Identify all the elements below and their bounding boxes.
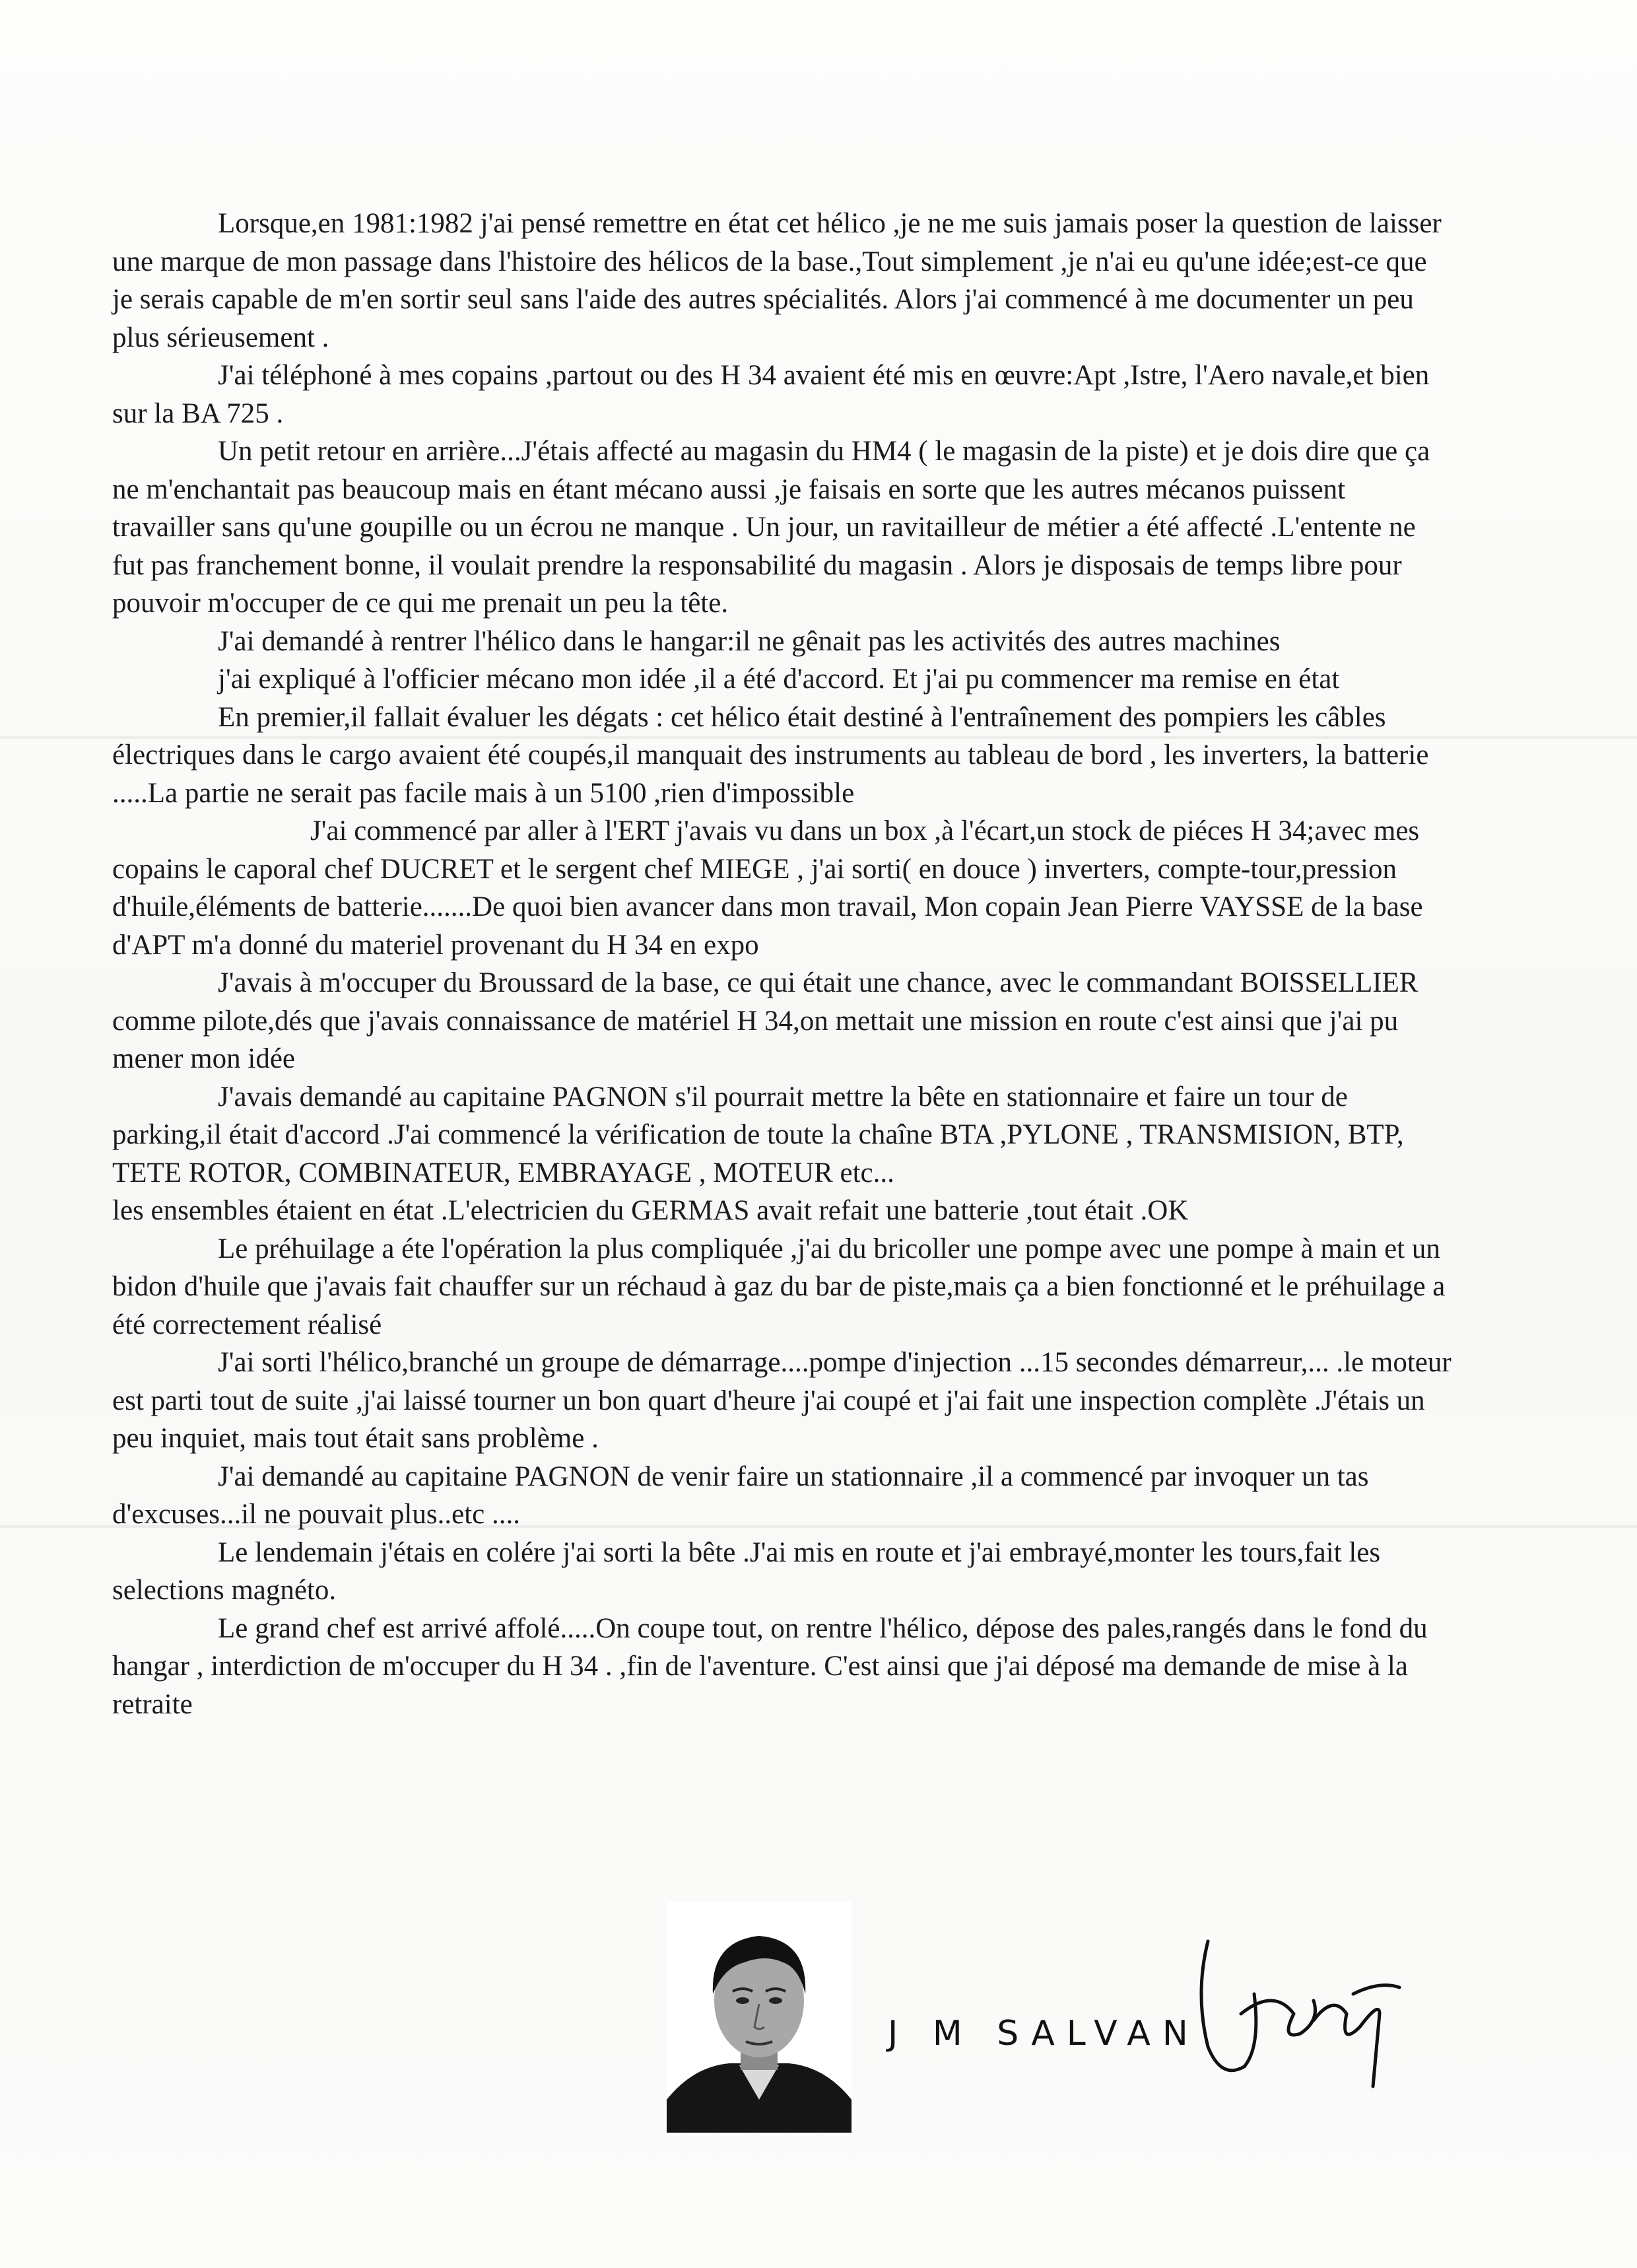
handwritten-signature bbox=[1182, 1915, 1419, 2113]
paragraph: les ensembles étaient en état .L'electricien du GERMAS avait refait une batterie ,tout était .OK bbox=[112, 1195, 1189, 1226]
paragraph: J'avais demandé au capitaine PAGNON s'il pourrait mettre la bête en stationnaire et faire un tour de parking,il était d'accord .J'ai commencé la vérification de toute la chaîne BTA ,PYLONE , TRANSMISION, BTP, TETE ROTOR, COMBINATEUR, EMBRAYAGE , MOTEUR etc... bbox=[112, 1081, 1404, 1188]
paragraph: J'ai demandé à rentrer l'hélico dans le hangar:il ne gênait pas les activités des autres machines bbox=[218, 625, 1281, 657]
portrait-icon bbox=[667, 1902, 852, 2133]
paragraph: J'ai demandé au capitaine PAGNON de venir faire un stationnaire ,il a commencé par invoquer un tas d'excuses...il ne pouvait plus..etc .... bbox=[112, 1460, 1369, 1530]
paragraph: J'avais à m'occuper du Broussard de la base, ce qui était une chance, avec le commandant BOISSELLIER comme pilote,dés que j'avais connaissance de matériel H 34,on mettait une mission en route c'est ainsi que j'ai pu mener mon idée bbox=[112, 967, 1419, 1074]
paragraph: J'ai sorti l'hélico,branché un groupe de démarrage....pompe d'injection ...15 secondes démarreur,... .le moteur est parti tout de suite ,j'ai laissé tourner un bon quart d'heure j'ai coupé et j'ai fait une inspection complète .J'étais un peu inquiet, mais tout était sans problème . bbox=[112, 1347, 1452, 1454]
paragraph: J'ai téléphoné à mes copains ,partout ou des H 34 avaient été mis en œuvre:Apt ,Istre, l'Aero navale,et bien sur la BA 725 . bbox=[112, 360, 1430, 429]
paragraph: Un petit retour en arrière...J'étais affecté au magasin du HM4 ( le magasin de la piste) et je dois dire que ça ne m'enchantait pas beaucoup mais en étant mécano aussi ,je faisais en sorte que les autres mécanos puissent travailler sans qu'une goupille ou un écrou ne manque . Un jour, un ravitailleur de métier a été affecté .L'entente ne fut pas franchement bonne, il voulait prendre la responsabilité du magasin . Alors je disposais de temps libre pour pouvoir m'occuper de ce qui me prenait un peu la tête. bbox=[112, 436, 1430, 619]
paragraph: Le lendemain j'étais en colére j'ai sorti la bête .J'ai mis en route et j'ai embrayé,monter les tours,fait les selections magnéto. bbox=[112, 1536, 1381, 1606]
paragraph: Le grand chef est arrivé affolé.....On coupe tout, on rentre l'hélico, dépose des pales,rangés dans le fond du hangar , interdiction de m'occuper du H 34 . ,fin de l'aventure. C'est ainsi que j'ai déposé ma demande de mise à la retraite bbox=[112, 1612, 1428, 1720]
signature-block bbox=[0, 1902, 1637, 2152]
letter-body bbox=[112, 205, 1452, 1723]
signature-name: J M SALVAN bbox=[888, 2014, 1200, 2053]
portrait-photo bbox=[667, 1902, 852, 2133]
paragraph: j'ai expliqué à l'officier mécano mon idée ,il a été d'accord. Et j'ai pu commencer ma remise en état bbox=[218, 664, 1340, 695]
paragraph: Lorsque,en 1981:1982 j'ai pensé remettre en état cet hélico ,je ne me suis jamais poser la question de laisser une marque de mon passage dans l'histoire des hélicos de la base.,Tout simplement ,je n'ai eu qu'une idée;est-ce que je serais capable de m'en sortir seul sans l'aide des autres spécialités. Alors j'ai commencé à me documenter un peu plus sérieusement . bbox=[112, 208, 1442, 353]
paragraph: J'ai commencé par aller à l'ERT j'avais vu dans un box ,à l'écart,un stock de piéces H 34;avec mes copains le caporal chef DUCRET et le sergent chef MIEGE , j'ai sorti( en douce ) inverters, compte-tour,pression d'huile,éléments de batterie.......De quoi bien avancer dans mon travail, Mon copain Jean Pierre VAYSSE de la base d'APT m'a donné du materiel provenant du H 34 en expo bbox=[112, 815, 1423, 961]
paragraph: En premier,il fallait évaluer les dégats : cet hélico était destiné à l'entraînement des pompiers les câbles électriques dans le cargo avaient été coupés,il manquait des instruments au tableau de bord , les inverters, la batterie .....La partie ne serait pas facile mais à un 5100 ,rien d'impossible bbox=[112, 701, 1429, 809]
paragraph: Le préhuilage a éte l'opération la plus compliquée ,j'ai du bricoller une pompe avec une pompe à main et un bidon d'huile que j'avais fait chauffer sur un réchaud à gaz du bar de piste,mais ça a bien fonctionné et le préhuilage a été correctement réalisé bbox=[112, 1233, 1446, 1340]
signature-icon bbox=[1182, 1915, 1419, 2113]
